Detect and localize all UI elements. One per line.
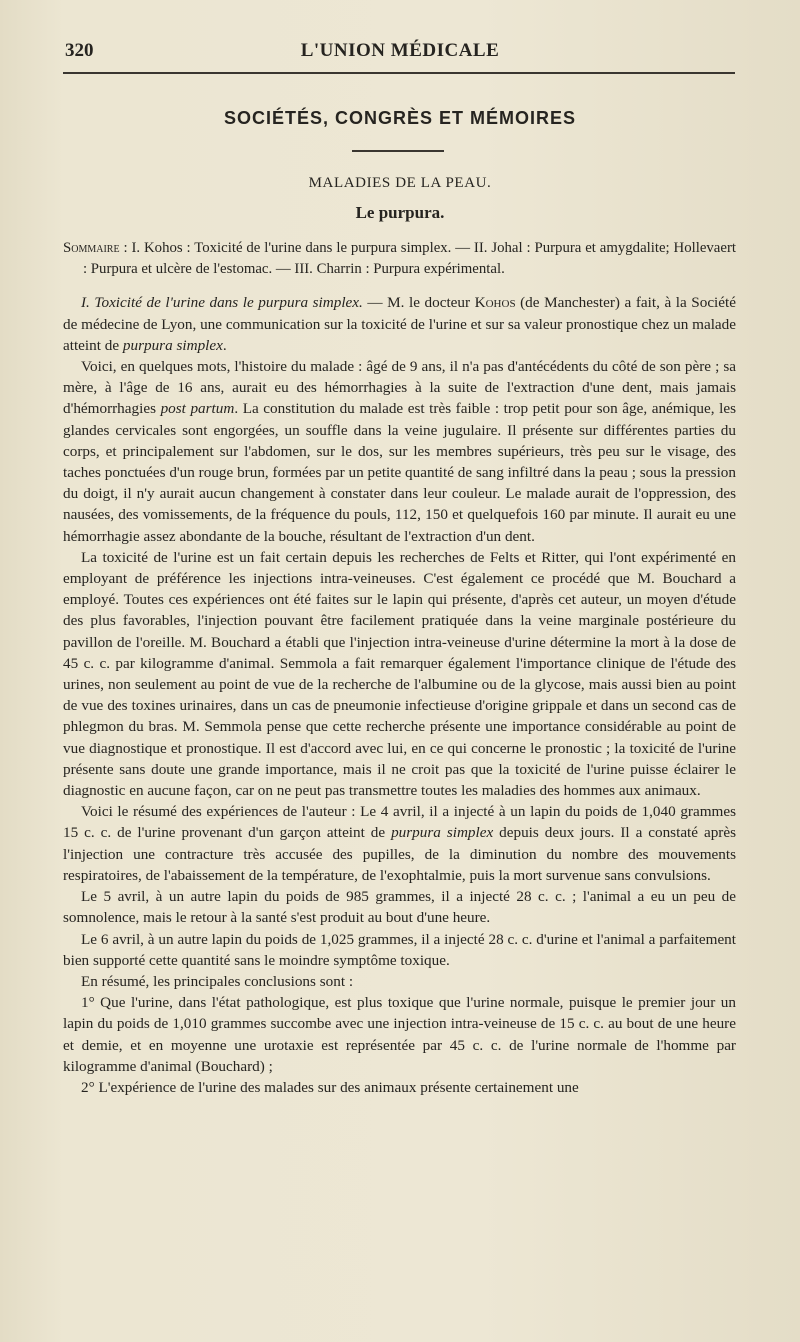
paragraph-4 — [63, 801, 736, 886]
paragraph-text: (de Manchester) a fait, à la Société de médecine de Lyon, une communication sur la toxicité de l'urine et sur sa valeur pronostique chez un malade atteint de — [63, 294, 736, 354]
author-name: Kohos — [474, 294, 516, 312]
italic-term: purpura simplex — [122, 336, 223, 354]
summary-text: : I. Kohos : Toxicité de l'urine dans le purpura simplex. — II. Johal : Purpura et amygdalite; Hollevaert : Purpura et ulcère de l'estomac. — III. Charrin : Purpura expérimental. — [83, 240, 736, 278]
paragraph-text: Voici, en quelques mots, l'histoire du malade : âgé de 9 ans, il n'a pas d'antécédents du côté de son père ; sa mère, à l'âge de 16 ans, aurait eu des hémorrhagies à la suite de l'extraction d'une dent, mais jamais d'hémorrhagies — [63, 358, 736, 418]
paragraph-text: . — [222, 336, 227, 354]
paragraph-text: — M. le docteur — [362, 294, 475, 312]
paragraph-text: . La constitution du malade est très faible : trop petit pour son âge, anémique, les glandes cervicales sont engorgées, un souffle dans la veine jugulaire. Il présente sur différentes parties du corps, et principalement sur l'abdomen, sur le dos, sur les membres supérieurs, très peu sur le visage, des taches ponctuées d'un rouge brun, formées par un petite quantité de sang infiltré dans la peau ; sous la pression du doigt, il n'y aurait aucun changement à constater dans leur couleur. Le malade aurait de l'oppression, des nausées, des vomissements, de la fréquence du pouls, 112, 150 et quelquefois 160 par minute. Il aurait eu une hémorrhagie assez abondante de la bouche, résultant de l'extraction d'un dent. — [63, 400, 736, 545]
italic-term: post partum — [160, 400, 235, 418]
paragraph-9: 2° L'expérience de l'urine des malades sur des animaux présente certainement une — [81, 1078, 579, 1096]
paragraph-6: Le 6 avril, à un autre lapin du poids de 1,025 grammes, il a injecté 28 c. c. d'urine et l'animal a parfaitement bien supporté cette quantité sans le moindre symptôme toxique. — [63, 930, 736, 969]
running-header — [65, 40, 735, 64]
summary-label: Sommaire — [63, 240, 120, 256]
paragraph-3: La toxicité de l'urine est un fait certain depuis les recherches de Felts et Ritter, qui l'ont expérimenté en employant de préférence les injections intra-veineuses. C'est également ce procédé que M. Bouchard a employé. Toutes ces expériences ont été faites sur le lapin qui présente, d'après cet auteur, un moyen d'étude des plus favorables, l'injection pouvant être facilement pratiquée dans la veine marginale postérieure du pavillon de l'oreille. M. Bouchard a établi que l'injection intra-veineuse d'urine détermine la mort à la dose de 45 c. c. par kilogramme d'animal. Semmola a fait remarquer également l'importance clinique de l'étude des urines, non seulement au point de vue de la recherche de l'albumine ou de la glycose, mais aussi bien au point de vue des toxines urinaires, dans un cas de pneumonie infectieuse d'origine grippale et dans un second cas de phlegmon du bras. M. Semmola pense que cette recherche présente une importance considérable au point de vue diagnostique et pronostique. Il est d'accord avec lui, en ce qui concerne le pronostic ; la toxicité de l'urine présente sans doute une grande importance, mais il ne croit pas que la toxicité de l'urine puisse éclairer le diagnostic en aucune façon, car on ne peut pas transmettre toutes les maladies des hommes aux animaux. — [63, 548, 736, 800]
section-divider — [352, 150, 444, 152]
paragraph-7: En résumé, les principales conclusions sont : — [81, 972, 354, 990]
italic-term: purpura simplex — [391, 824, 494, 842]
paragraph-heading: I. Toxicité de l'urine dans le purpura simplex. — [81, 294, 363, 312]
paragraph-2 — [63, 356, 736, 547]
paragraph-text: Voici le résumé des expériences de l'auteur : Le 4 avril, il a injecté à un lapin du poids de 1,040 grammes 15 c. c. de l'urine provenant d'un garçon atteint de — [63, 803, 736, 842]
article-title: Le purpura. — [355, 203, 445, 222]
page-number: 320 — [65, 40, 94, 61]
summary-paragraph — [63, 238, 736, 280]
header-rule — [63, 72, 735, 74]
paragraph-8: 1° Que l'urine, dans l'état pathologique, est plus toxique que l'urine normale, puisque le premier jour un lapin du poids de 1,010 grammes succombe avec une injection intra-veineuse de 15 c. c. au bout de une heure et demie, et en moyenne une urotaxie est représentée par 45 c. c. de l'urine normale de l'homme par kilogramme d'animal (Bouchard) ; — [63, 994, 736, 1075]
subsection-title: MALADIES DE LA PEAU. — [308, 175, 492, 191]
article-body — [63, 238, 736, 1098]
paragraph-text: depuis deux jours. Il a constaté après l'injection une contracture très accusée des pupilles, de la diminution du nombre des mouvements respiratoires, de l'abaissement de la température, de l'exophtalmie, puis la mort survenue sans convulsions. — [63, 824, 737, 884]
paragraph-5: Le 5 avril, à un autre lapin du poids de 985 grammes, il a injecté 28 c. c. ; l'animal a eu un peu de somnolence, mais le retour à la santé s'est produit au bout d'une heure. — [63, 888, 736, 927]
section-title: SOCIÉTÉS, CONGRÈS ET MÉMOIRES — [223, 108, 577, 128]
paragraph-1 — [63, 292, 736, 356]
journal-title: L'UNION MÉDICALE — [300, 40, 500, 61]
